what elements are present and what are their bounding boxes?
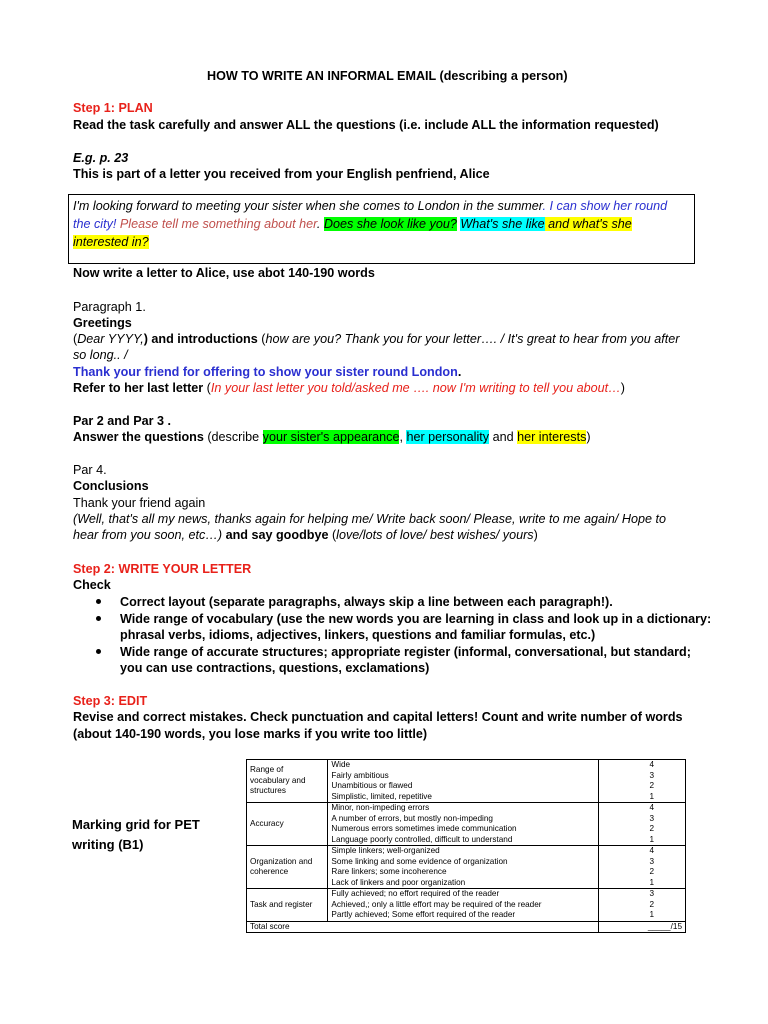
criterion-cell: Accuracy	[247, 803, 328, 846]
para1-label: Paragraph 1.	[73, 300, 146, 314]
score-cell: 2	[598, 824, 685, 835]
descriptor-cell: Simplistic, limited, repetitive	[328, 792, 598, 803]
text: love/lots of love/ best wishes/ yours	[336, 528, 534, 542]
descriptor-cell: Simple linkers; well-organized	[328, 846, 598, 857]
par4-label: Par 4.	[73, 463, 107, 477]
checklist-item-vocabulary	[120, 611, 711, 628]
text: how are you? Thank you for your letter…. / It's great to hear from you after	[265, 332, 680, 346]
step1-instruction: Read the task carefully and answer ALL the questions (i.e. include ALL the information requested)	[73, 118, 659, 132]
score-cell: 3	[598, 857, 685, 868]
letter-text-blue: . I can show her round	[542, 199, 668, 213]
checklist-item-layout	[120, 594, 613, 611]
marking-grid-label-2: writing (B1)	[72, 837, 144, 852]
para1-line-1	[73, 331, 679, 348]
text: Refer to her last letter	[73, 381, 204, 395]
text: In your last letter you told/asked me …. now I'm writing to tell you about…	[210, 381, 621, 395]
text: ,	[399, 430, 407, 444]
letter-line-1	[73, 198, 667, 215]
score-cell: 2	[598, 867, 685, 878]
score-cell: 2	[598, 900, 685, 911]
total-row	[247, 921, 686, 933]
text: (describe	[203, 430, 263, 444]
text: Dear YYYY,	[77, 332, 144, 346]
descriptor-cell: Partly achieved; Some effort required of the reader	[328, 910, 598, 921]
score-cell: 1	[598, 835, 685, 846]
para1-refer	[73, 380, 625, 397]
text: )	[533, 528, 538, 542]
descriptor-cell: Achieved,; only a little effort may be required of the reader	[328, 900, 598, 911]
question-interests: and what's she	[544, 217, 632, 231]
step3-heading: Step 3: EDIT	[73, 694, 148, 708]
text: Wide range of vocabulary	[120, 612, 274, 626]
checklist-item-structures-cont: you can use contractions, questions, exclamations)	[120, 661, 430, 675]
criterion-cell: Range of vocabulary and structures	[247, 760, 328, 803]
para1-line-2: so long.. /	[73, 348, 128, 362]
par4-thank: Thank your friend again	[73, 496, 206, 510]
score-cell: 3	[598, 889, 685, 900]
step2-heading: Step 2: WRITE YOUR LETTER	[73, 562, 252, 576]
descriptor-cell: Fully achieved; no effort required of the reader	[328, 889, 598, 900]
text: (separate paragraphs, always skip a line between each paragraph!).	[205, 595, 613, 609]
task-instruction: Now write a letter to Alice, use abot 140-190 words	[73, 266, 375, 280]
text: (	[73, 332, 78, 346]
example-ref: E.g. p. 23	[73, 151, 129, 165]
step3-line-1: Revise and correct mistakes. Check punctuation and capital letters! Count and write number of words	[73, 710, 683, 724]
descriptor-cell: A number of errors, but mostly non-impeding	[328, 814, 598, 825]
descriptor-cell: Lack of linkers and poor organization	[328, 878, 598, 889]
question-personality: What's she like	[460, 217, 545, 231]
step2-check: Check	[73, 578, 111, 592]
text: )	[586, 430, 591, 444]
table-row	[247, 889, 686, 900]
text: (	[328, 528, 337, 542]
descriptor-cell: Wide	[328, 760, 598, 771]
criterion-cell: Organization and coherence	[247, 846, 328, 889]
text: Wide range of accurate structures; appropriate register	[120, 645, 451, 659]
par23-answer	[73, 429, 591, 446]
text: (	[257, 332, 266, 346]
text: (use the new words you are learning in class and look up in a dictionary:	[273, 612, 712, 626]
descriptor-cell: Rare linkers; some incoherence	[328, 867, 598, 878]
table-row	[247, 846, 686, 857]
letter-text: I'm looking forward to meeting your sister when she comes to London in the summer	[73, 199, 543, 213]
score-cell: 3	[598, 814, 685, 825]
score-cell: 4	[598, 760, 685, 771]
letter-line-2	[73, 216, 632, 233]
score-cell: 1	[598, 878, 685, 889]
step1-heading: Step 1: PLAN	[73, 101, 153, 115]
criterion-cell: Task and register	[247, 889, 328, 922]
para1-thank	[73, 364, 461, 381]
par4-conclusions: Conclusions	[73, 479, 149, 493]
score-cell: 2	[598, 781, 685, 792]
descriptor-cell: Unambitious or flawed	[328, 781, 598, 792]
marking-grid-table	[246, 759, 686, 933]
par23-label: Par 2 and Par 3 .	[73, 414, 172, 428]
descriptor-cell: Language poorly controlled, difficult to understand	[328, 835, 598, 846]
letter-text-blue: the city!	[73, 217, 117, 231]
question-interests-cont: interested in?	[73, 235, 149, 249]
letter-request: Please tell me something about her	[116, 217, 317, 231]
text: (	[203, 381, 211, 395]
bullet-icon	[96, 599, 101, 604]
bullet-icon	[96, 649, 101, 654]
text: ) and introductions	[143, 332, 258, 346]
example-intro: This is part of a letter you received from your English penfriend, Alice	[73, 167, 490, 181]
letter-line-3	[73, 234, 149, 251]
score-cell: 1	[598, 910, 685, 921]
score-cell: 1	[598, 792, 685, 803]
score-cell: 4	[598, 846, 685, 857]
score-cell: 4	[598, 803, 685, 814]
text: Answer the questions	[73, 430, 204, 444]
text: Correct layout	[120, 595, 206, 609]
marking-grid-label-1: Marking grid for PET	[72, 817, 200, 832]
table-row	[247, 803, 686, 814]
table-row	[247, 760, 686, 771]
par4-line-1: (Well, that's all my news, thanks again for helping me/ Write back soon/ Please, write to me again/ Hope to	[73, 512, 666, 526]
step3-line-2: (about 140-190 words, you lose marks if you write too little)	[73, 727, 428, 741]
bullet-icon	[96, 616, 101, 621]
highlight-appearance: your sister's appearance	[262, 430, 400, 444]
text: and	[489, 430, 518, 444]
score-cell: 3	[598, 771, 685, 782]
para1-greetings: Greetings	[73, 316, 132, 330]
letter-excerpt-box	[68, 194, 695, 264]
total-value: _____/15	[598, 921, 685, 933]
par4-line-2	[73, 527, 538, 544]
document-title: HOW TO WRITE AN INFORMAL EMAIL (describing a person)	[207, 69, 568, 83]
checklist-item-structures	[120, 644, 691, 661]
text: (informal, conversational, but standard;	[450, 645, 691, 659]
descriptor-cell: Some linking and some evidence of organization	[328, 857, 598, 868]
total-spacer	[328, 921, 598, 933]
text: hear from you soon, etc…)	[73, 528, 223, 542]
descriptor-cell: Fairly ambitious	[328, 771, 598, 782]
descriptor-cell: Minor, non-impeding errors	[328, 803, 598, 814]
text: )	[620, 381, 625, 395]
text: Thank your friend for offering to show your sister round London	[73, 365, 458, 379]
total-label: Total score	[247, 921, 328, 933]
checklist-item-vocabulary-cont: phrasal verbs, idioms, adjectives, linkers, questions and familiar formulas, etc.)	[120, 628, 596, 642]
highlight-interests: her interests	[517, 430, 587, 444]
highlight-personality: her personality	[406, 430, 490, 444]
text: and say goodbye	[222, 528, 329, 542]
descriptor-cell: Numerous errors sometimes imede communication	[328, 824, 598, 835]
question-appearance: Does she look like you?	[323, 217, 457, 231]
letter-text: .	[316, 217, 324, 231]
text: .	[457, 365, 462, 379]
